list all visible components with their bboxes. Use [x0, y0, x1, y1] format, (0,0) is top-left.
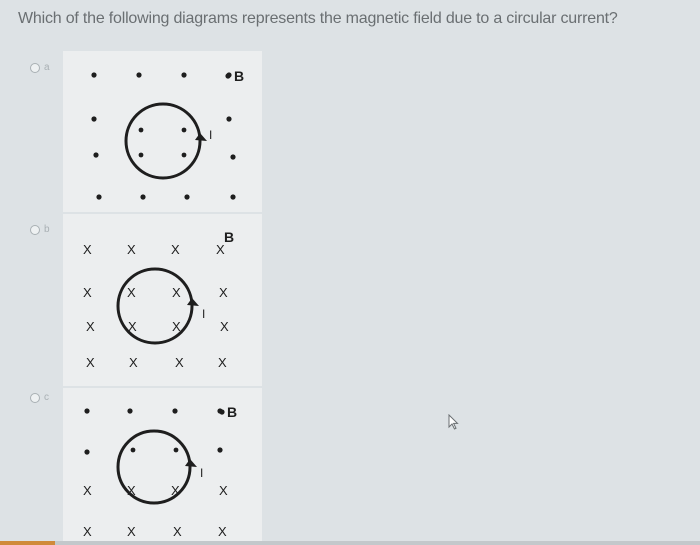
cross-mark: X	[218, 355, 227, 370]
cross-mark: X	[83, 524, 92, 539]
option-a-radio[interactable]	[30, 62, 50, 73]
cross-mark: X	[83, 242, 92, 257]
cross-mark: X	[220, 319, 229, 334]
cross-mark: X	[86, 355, 95, 370]
option-a-letter: a	[44, 62, 50, 73]
option-c-radio[interactable]	[30, 392, 49, 403]
bottom-divider	[0, 541, 700, 545]
cross-mark: X	[171, 242, 180, 257]
cross-mark: X	[219, 285, 228, 300]
current-loop-c	[118, 431, 190, 503]
cross-mark: X	[83, 483, 92, 498]
diagram-a-field-dots	[91, 72, 235, 199]
current-label-a: I	[209, 128, 213, 142]
radio-circle-icon[interactable]	[30, 225, 40, 235]
diagram-c-graphic	[63, 388, 262, 541]
diagram-b-field-crosses	[83, 242, 229, 370]
cross-mark: X	[83, 285, 92, 300]
field-label-c: B	[227, 404, 238, 420]
diagram-c	[63, 388, 262, 541]
cross-mark: X	[129, 355, 138, 370]
diagram-b-graphic	[63, 214, 262, 386]
cross-mark: X	[216, 242, 225, 257]
option-b-radio[interactable]	[30, 224, 50, 235]
current-label-c: I	[200, 466, 204, 480]
diagram-a-graphic	[63, 51, 262, 212]
field-label-a: B	[234, 68, 245, 84]
cross-mark: X	[219, 483, 228, 498]
diagram-c-field-crosses	[83, 483, 228, 539]
field-label-b: B	[224, 229, 235, 245]
option-c-letter: c	[44, 392, 49, 403]
current-arrow-a-icon	[195, 133, 207, 141]
question-text: Which of the following diagrams represents the magnetic field due to a circular current?	[18, 10, 618, 27]
cross-mark: X	[127, 242, 136, 257]
cross-mark: X	[127, 483, 136, 498]
bottom-accent-bar	[0, 541, 55, 545]
current-arrow-c-icon	[185, 459, 197, 467]
cross-mark: X	[127, 285, 136, 300]
cross-mark: X	[127, 524, 136, 539]
radio-circle-icon[interactable]	[30, 393, 40, 403]
diagram-a	[63, 51, 262, 212]
cross-mark: X	[128, 319, 137, 334]
cross-mark: X	[175, 355, 184, 370]
current-label-b: I	[202, 307, 206, 321]
cross-mark: X	[172, 285, 181, 300]
current-loop-b	[118, 269, 192, 343]
option-b-letter: b	[44, 224, 50, 235]
cross-mark: X	[172, 319, 181, 334]
cross-mark: X	[218, 524, 227, 539]
cross-mark: X	[173, 524, 182, 539]
cross-mark: X	[171, 483, 180, 498]
current-arrow-b-icon	[187, 298, 199, 306]
pointer-cursor-icon	[448, 414, 460, 435]
radio-circle-icon[interactable]	[30, 63, 40, 73]
current-loop-a	[126, 104, 200, 178]
diagram-b	[63, 214, 262, 386]
cross-mark: X	[86, 319, 95, 334]
